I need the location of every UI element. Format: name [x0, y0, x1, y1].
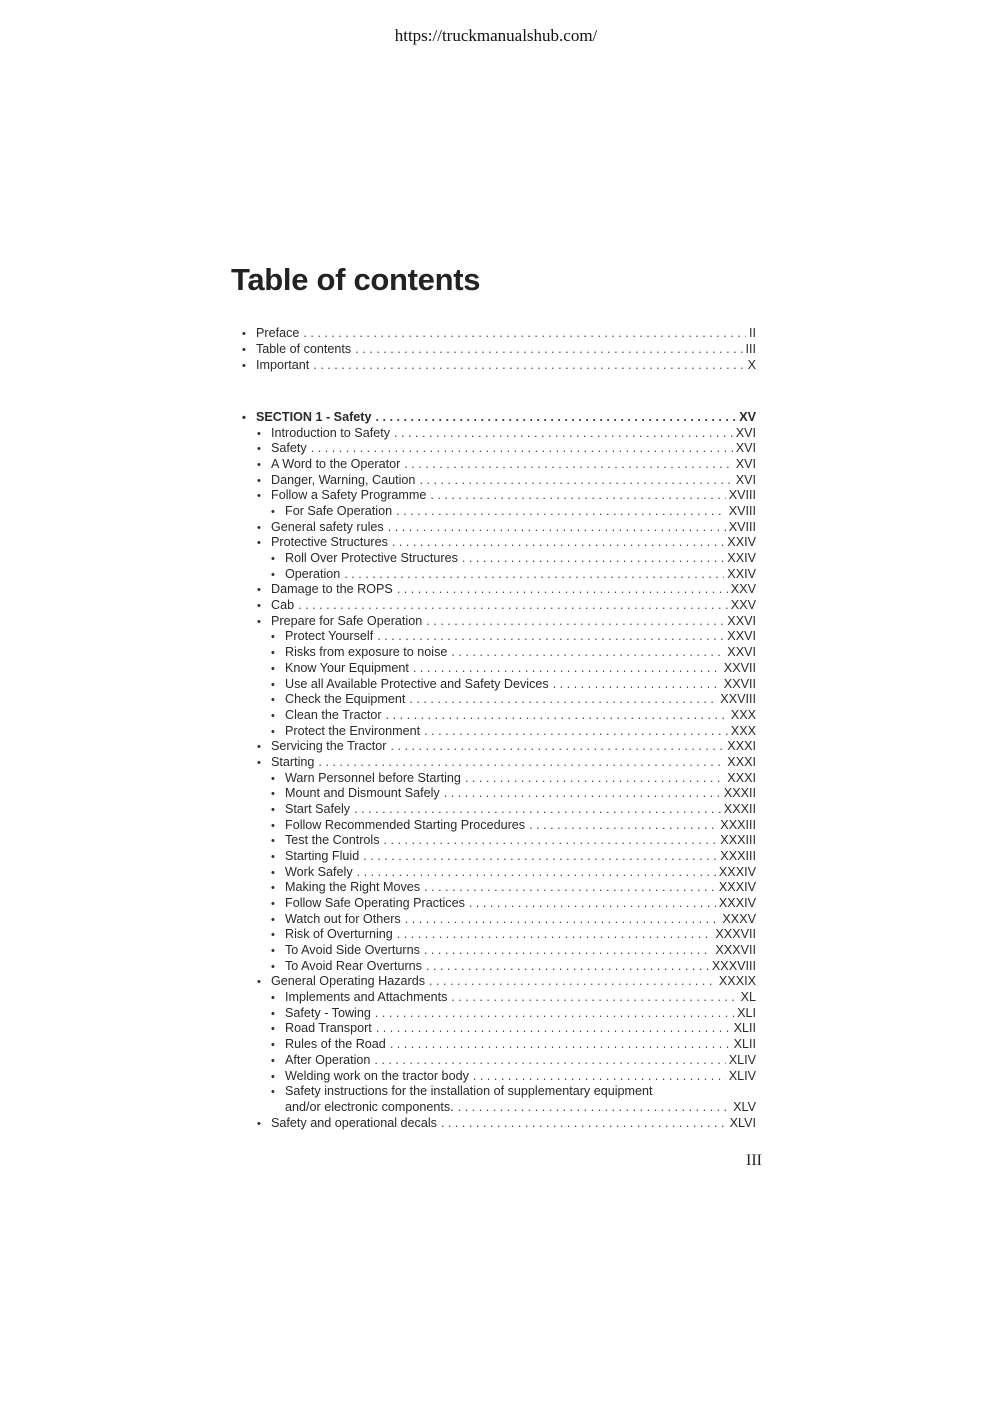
dot-leader — [451, 989, 737, 1005]
toc-entry[interactable] — [271, 550, 756, 566]
toc-entry-label: A Word to the Operator — [271, 457, 401, 471]
dot-leader — [397, 926, 713, 942]
bullet-icon: • — [271, 709, 275, 722]
bullet-icon: • — [257, 443, 261, 456]
dot-leader — [553, 676, 721, 692]
toc-entry-page: XVIII — [728, 504, 756, 519]
dot-leader — [429, 973, 716, 989]
toc-entry[interactable] — [271, 848, 756, 864]
dot-leader — [424, 942, 713, 958]
toc-entry-label: To Avoid Side Overturns — [285, 943, 420, 958]
toc-entry[interactable] — [271, 832, 756, 848]
toc-entry[interactable] — [271, 660, 756, 676]
toc-entry-label: Follow a Safety Programme — [271, 488, 427, 503]
toc-entry-multiline[interactable] — [271, 1083, 653, 1099]
toc-entry[interactable] — [242, 357, 756, 373]
bullet-icon: • — [271, 1070, 275, 1083]
dot-leader — [311, 440, 733, 456]
toc-entry-page: XXXI — [727, 739, 756, 754]
toc-entry-page: XXXIII — [720, 833, 756, 848]
bullet-icon: • — [257, 615, 261, 628]
toc-entry-page: XXVII — [723, 660, 756, 675]
toc-entry[interactable] — [257, 487, 756, 503]
header-url[interactable]: https://truckmanualshub.com/ — [394, 26, 598, 45]
bullet-icon: • — [271, 553, 275, 566]
bullet-icon: • — [271, 960, 275, 973]
toc-entry-label: Clean the Tractor — [285, 707, 382, 722]
dot-leader — [394, 425, 733, 441]
toc-entry[interactable] — [257, 973, 756, 989]
dot-leader — [426, 613, 724, 629]
dot-leader — [390, 1036, 731, 1052]
toc-entry-page: XLII — [733, 1037, 756, 1052]
dot-leader — [444, 785, 721, 801]
toc-entry[interactable] — [271, 1052, 756, 1068]
toc-entry-label: Check the Equipment — [285, 692, 406, 707]
dot-leader — [377, 628, 724, 644]
dot-leader — [465, 770, 724, 786]
toc-entry-label: Danger, Warning, Caution — [271, 472, 416, 487]
toc-entry-label: Starting Fluid — [285, 849, 360, 863]
toc-entry-label: Roll Over Protective Structures — [285, 551, 458, 566]
toc-entry-page: XXXIV — [718, 864, 756, 879]
toc-entry-label: Watch out for Others — [285, 911, 401, 926]
toc-entry-label: Work Safely — [285, 864, 353, 879]
dot-leader — [404, 456, 732, 472]
toc-entry-continuation[interactable] — [285, 1099, 756, 1115]
toc-entry[interactable] — [271, 989, 756, 1005]
bullet-icon: • — [242, 412, 246, 424]
toc-entry-label: Safety instructions for the installation of supplementary equipment — [285, 1084, 653, 1099]
bullet-icon: • — [271, 568, 275, 581]
toc-entry-page: XXVIII — [720, 692, 756, 707]
bullet-icon: • — [271, 1086, 275, 1099]
dot-leader — [430, 487, 725, 503]
toc-entry[interactable] — [271, 503, 756, 519]
toc-entry-label: Protect Yourself — [285, 629, 374, 644]
toc-entry[interactable] — [257, 456, 756, 472]
toc-entry[interactable] — [271, 566, 756, 582]
toc-entry-label: Important — [256, 358, 310, 372]
toc-entry-label: Servicing the Tractor — [271, 739, 387, 754]
bullet-icon: • — [257, 600, 261, 613]
bullet-icon: • — [271, 945, 275, 958]
bullet-icon: • — [271, 819, 275, 832]
toc-entry[interactable] — [271, 942, 756, 958]
toc-entry[interactable] — [271, 864, 756, 880]
toc-entry-page: XXVII — [723, 676, 756, 691]
bullet-icon: • — [271, 866, 275, 879]
bullet-icon: • — [271, 788, 275, 801]
toc-entry[interactable] — [257, 613, 756, 629]
dot-leader — [391, 738, 725, 754]
dot-leader — [397, 581, 728, 597]
toc-entry[interactable] — [257, 1115, 756, 1131]
dot-leader — [374, 1052, 725, 1068]
toc-entry-page: XVI — [735, 472, 756, 487]
bullet-icon: • — [271, 803, 275, 816]
toc-entry-label: Start Safely — [285, 801, 351, 816]
bullet-icon: • — [257, 537, 261, 550]
bullet-icon: • — [271, 506, 275, 519]
bullet-icon: • — [271, 882, 275, 895]
toc-entry-label: Welding work on the tractor body — [285, 1068, 469, 1083]
toc-entry-label: Damage to the ROPS — [271, 582, 393, 597]
toc-entry-label: Safety — [271, 441, 307, 456]
toc-entry-page: XXX — [730, 723, 756, 738]
dot-leader — [529, 817, 717, 833]
toc-entry-page: XLV — [733, 1099, 756, 1114]
toc-entry[interactable] — [242, 409, 756, 425]
toc-entry-page: XXXVII — [715, 927, 756, 942]
page-title: Table of contents — [231, 262, 481, 297]
dot-leader — [375, 1005, 734, 1021]
dot-leader — [424, 723, 728, 739]
toc-entry-label: Operation — [285, 566, 341, 581]
dot-leader — [451, 644, 724, 660]
bullet-icon: • — [257, 1117, 261, 1130]
bullet-icon: • — [257, 427, 261, 440]
toc-entry[interactable] — [257, 472, 756, 488]
toc-entry-label: General safety rules — [271, 519, 384, 534]
bullet-icon: • — [242, 328, 246, 340]
toc-entry-page: XXXIX — [718, 974, 756, 989]
dot-leader — [392, 534, 724, 550]
bullet-icon: • — [271, 772, 275, 785]
toc-entry-page: X — [747, 358, 756, 372]
toc-entry-page: XXVI — [727, 629, 756, 644]
toc-entry-label: and/or electronic components. — [285, 1099, 454, 1114]
toc-entry-label: Safety - Towing — [285, 1005, 371, 1020]
toc-entry-page: XXIV — [727, 551, 756, 566]
toc-entry-page: XLII — [733, 1021, 756, 1036]
toc-entry-page: XVI — [735, 425, 756, 440]
bullet-icon: • — [271, 898, 275, 911]
toc-entry[interactable] — [271, 1036, 756, 1052]
dot-leader — [303, 325, 746, 341]
bullet-icon: • — [271, 631, 275, 644]
toc-entry[interactable] — [257, 754, 756, 770]
bullet-icon: • — [257, 756, 261, 769]
toc-entry-label: Risks from exposure to noise — [285, 645, 448, 660]
bullet-icon: • — [271, 662, 275, 675]
toc-entry-page: XXXI — [727, 754, 756, 769]
toc-entry[interactable] — [271, 1020, 756, 1036]
dot-leader — [386, 707, 728, 723]
toc-entry-page: XLIV — [728, 1068, 756, 1083]
page-number: III — [746, 1152, 762, 1169]
dot-leader — [355, 341, 742, 357]
toc-entry-label: Table of contents — [256, 342, 352, 356]
toc-entry-page: XXX — [730, 707, 756, 722]
toc-entry-label: Cab — [271, 598, 295, 613]
toc-entry[interactable] — [271, 879, 756, 895]
dot-leader — [375, 409, 736, 425]
toc-entry-label: For Safe Operation — [285, 504, 393, 519]
toc-entry-page: XVIII — [728, 519, 756, 534]
toc-entry-page: XLIV — [728, 1052, 756, 1067]
bullet-icon: • — [257, 474, 261, 487]
bullet-icon: • — [271, 992, 275, 1005]
toc-entry-label: Test the Controls — [285, 833, 380, 848]
bullet-icon: • — [271, 835, 275, 848]
toc-entry[interactable] — [257, 534, 756, 550]
toc-entry[interactable] — [257, 738, 756, 754]
toc-entry[interactable] — [271, 691, 756, 707]
bullet-icon: • — [271, 1039, 275, 1052]
toc-entry-page: XXXIV — [718, 896, 756, 911]
toc-entry-page: XXIV — [727, 566, 756, 581]
bullet-icon: • — [242, 344, 246, 356]
toc-entry-label: Protective Structures — [271, 535, 388, 550]
toc-entry-label: Preface — [256, 326, 300, 340]
bullet-icon: • — [242, 360, 246, 372]
toc-entry-page: XXXIV — [718, 880, 756, 895]
dot-leader — [396, 503, 726, 519]
toc-entry[interactable] — [257, 597, 756, 613]
toc-entry-page: XVIII — [728, 488, 756, 503]
dot-leader — [458, 1099, 730, 1115]
toc-entry-page: XVI — [735, 441, 756, 456]
toc-entry-label: Road Transport — [285, 1021, 372, 1036]
toc-entry-page: XXIV — [727, 535, 756, 550]
toc-entry[interactable] — [257, 581, 756, 597]
toc-entry-label: Safety and operational decals — [271, 1115, 437, 1130]
bullet-icon: • — [271, 913, 275, 926]
toc-entry[interactable] — [271, 770, 756, 786]
toc-entry-label: Making the Right Moves — [285, 880, 421, 895]
bullet-icon: • — [271, 851, 275, 863]
toc-entry-page: XXXII — [723, 786, 756, 801]
dot-leader — [384, 832, 718, 848]
toc-entry-page: III — [745, 342, 756, 356]
bullet-icon: • — [257, 459, 261, 471]
toc-entry-page: XXXII — [723, 801, 756, 816]
toc-entry-label: Protect the Environment — [285, 723, 421, 738]
toc-entry[interactable] — [271, 817, 756, 833]
dot-leader — [313, 357, 744, 373]
dot-leader — [354, 801, 721, 817]
toc-entry-page: XLI — [737, 1005, 756, 1020]
toc-entry-label: Know Your Equipment — [285, 660, 409, 675]
dot-leader — [376, 1020, 731, 1036]
toc-entry-label: Follow Recommended Starting Procedures — [285, 817, 526, 832]
toc-entry[interactable] — [257, 425, 756, 441]
dot-leader — [441, 1115, 727, 1131]
dot-leader — [413, 660, 721, 676]
toc-entry[interactable] — [271, 628, 756, 644]
bullet-icon: • — [271, 1054, 275, 1067]
toc-entry-label: Starting — [271, 754, 315, 769]
toc-entry-page: XXXVIII — [711, 958, 756, 973]
toc-entry-page: XXV — [730, 582, 756, 597]
toc-entry-label: Introduction to Safety — [271, 425, 391, 440]
dot-leader — [318, 754, 724, 770]
toc-entry-label: Implements and Attachments — [285, 990, 448, 1005]
bullet-icon: • — [257, 490, 261, 503]
toc-entry[interactable] — [271, 801, 756, 817]
toc-entry-label: SECTION 1 - Safety — [256, 410, 372, 424]
bullet-icon: • — [257, 584, 261, 597]
toc-entry[interactable] — [271, 911, 756, 927]
bullet-icon: • — [271, 1007, 275, 1020]
toc-entry-page: XXVI — [727, 613, 756, 628]
toc-entry[interactable] — [271, 895, 756, 911]
dot-leader — [357, 864, 716, 880]
dot-leader — [405, 911, 720, 927]
toc-entry-page: XXXIII — [720, 817, 756, 832]
bullet-icon: • — [257, 741, 261, 754]
toc-entry[interactable] — [271, 723, 756, 739]
dot-leader — [424, 879, 716, 895]
toc-entry[interactable] — [271, 644, 756, 660]
toc-entry[interactable] — [257, 440, 756, 456]
toc-entry-label: After Operation — [285, 1052, 371, 1067]
toc-entry-page: XLVI — [729, 1115, 756, 1130]
toc-entry-label: Mount and Dismount Safely — [285, 786, 440, 801]
toc-entry-page: XXV — [730, 598, 756, 613]
dot-leader — [473, 1068, 726, 1084]
toc-entry[interactable] — [242, 325, 756, 341]
toc-entry[interactable] — [271, 676, 756, 692]
bullet-icon: • — [271, 725, 275, 738]
toc-entry[interactable] — [257, 519, 756, 535]
dot-leader — [344, 566, 724, 582]
toc-entry[interactable] — [271, 785, 756, 801]
dot-leader — [426, 958, 709, 974]
toc-entry[interactable] — [271, 926, 756, 942]
toc-entry-label: General Operating Hazards — [271, 974, 426, 989]
toc-entry-page: XXVI — [727, 645, 756, 660]
toc-entry-label: Warn Personnel before Starting — [285, 770, 461, 785]
toc-entry-page: XXXIII — [720, 849, 756, 863]
dot-leader — [298, 597, 728, 613]
toc-entry-label: Risk of Overturning — [285, 927, 393, 942]
toc-entry-page: XXXI — [727, 770, 756, 785]
toc-entry-page: XXXVII — [715, 943, 756, 958]
bullet-icon: • — [257, 521, 261, 534]
dot-leader — [462, 550, 724, 566]
bullet-icon: • — [271, 929, 275, 942]
toc-entry-label: Follow Safe Operating Practices — [285, 896, 465, 911]
toc-entry-label: Prepare for Safe Operation — [271, 613, 423, 628]
toc-entry[interactable] — [242, 341, 756, 357]
toc-entry-page: XV — [739, 410, 756, 424]
toc-entry[interactable] — [271, 1068, 756, 1084]
bullet-icon: • — [271, 694, 275, 707]
bullet-icon: • — [271, 1023, 275, 1036]
toc-entry-page: XVI — [735, 457, 756, 471]
toc-entry[interactable] — [271, 1005, 756, 1021]
dot-leader — [469, 895, 716, 911]
dot-leader — [409, 691, 717, 707]
toc-entry-page: XL — [740, 990, 756, 1005]
toc-entry[interactable] — [271, 958, 756, 974]
toc-entry-label: Use all Available Protective and Safety Devices — [285, 676, 549, 691]
dot-leader — [363, 848, 717, 864]
toc-entry[interactable] — [271, 707, 756, 723]
bullet-icon: • — [271, 647, 275, 660]
toc-entry-label: To Avoid Rear Overturns — [285, 958, 422, 973]
bullet-icon: • — [257, 976, 261, 989]
toc-entry-page: XXXV — [722, 911, 756, 926]
bullet-icon: • — [271, 678, 275, 691]
toc-entry-page: II — [749, 326, 756, 340]
dot-leader — [388, 519, 726, 535]
dot-leader — [419, 472, 732, 488]
toc-entry-label: Rules of the Road — [285, 1037, 386, 1052]
